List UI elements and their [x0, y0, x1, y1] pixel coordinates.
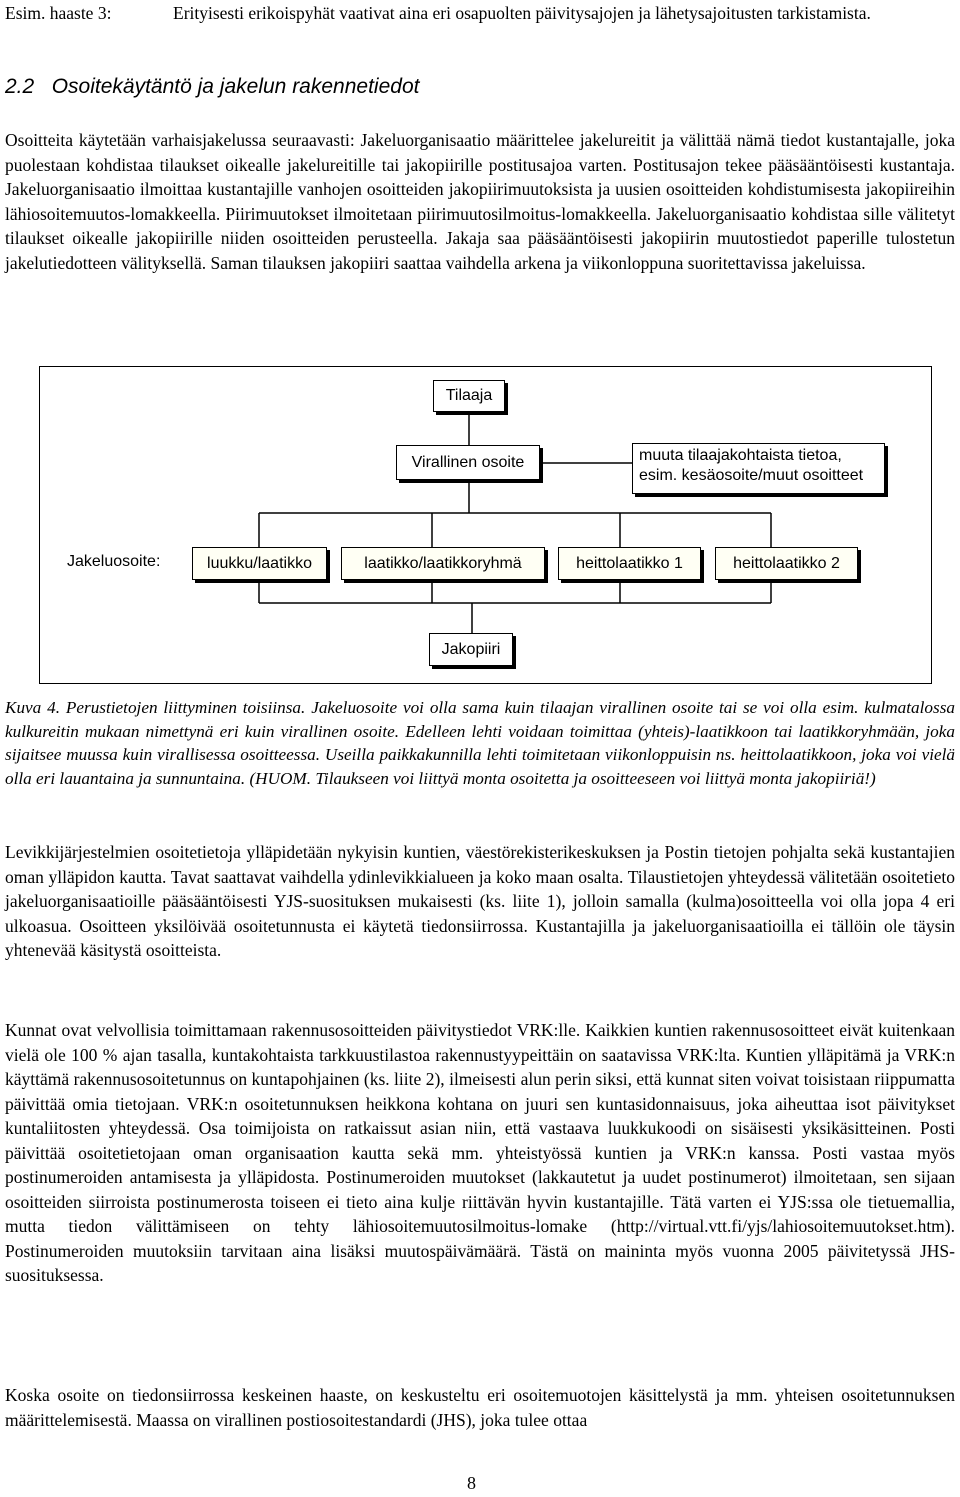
page-number: 8: [467, 1473, 476, 1493]
box-laatikko-laatikkoryhma: laatikko/laatikkoryhmä: [341, 547, 545, 580]
address-structure-diagram: [39, 366, 932, 684]
example-challenge-label: Esim. haaste 3:: [5, 3, 112, 23]
paragraph-address-maintenance: Levikkijärjestelmien osoitetietoja ylläpidetään nykyisin kuntien, väestörekisterikeskuksen ja Postin tietojen pohjalta sekä kustantajien oman ylläpidon kautta. Tavat saattavat vaihdella ydinlevikkialueen ja koko maan osalta. Tilaustietojen yhteydessä välitetään osoitetieto jakeluorganisaatioille pääsääntöisesti YJS-suosituksen mukaisesti (ks. liite 1), jolloin samalla (kulma)osoitteella voi olla jopa 4 eri ulkoasua. Osoitteen yksilöivää osoitetunnusta ei käytetä tiedonsiirrossa. Kustantajilla ja jakeluorganisaatioilla ei tällöin ole täysin yhtenevää käsitystä osoitteista.: [5, 842, 955, 960]
box-heittolaatikko-2: heittolaatikko 2: [715, 547, 858, 580]
section-title: Osoitekäytäntö ja jakelun rakennetiedot: [51, 75, 420, 98]
jakeluosoite-label: Jakeluosoite:: [67, 553, 161, 570]
box-luukku-laatikko: luukku/laatikko: [192, 547, 327, 580]
box-virallinen-osoite: Virallinen osoite: [396, 445, 540, 480]
box-muuta-tilaajakohtaista-tietoa: muuta tilaajakohtaista tietoa, esim. kesäosoite/muut osoitteet: [632, 443, 885, 494]
box-heittolaatikko-1: heittolaatikko 1: [558, 547, 701, 580]
section-heading: [5, 73, 419, 101]
section-number: 2.2: [5, 75, 35, 98]
paragraph-address-standard: Koska osoite on tiedonsiirrossa keskeinen haaste, on keskusteltu eri osoitemuotojen käsittelystä ja mm. yhteisen osoitetunnuksen määrittelemisestä. Maassa on virallinen postiosoitestandardi (JHS), joka tulee ottaa: [5, 1385, 955, 1430]
box-jakopiiri: Jakopiiri: [429, 633, 513, 666]
figure-caption: Kuva 4. Perustietojen liittyminen toisiinsa. Jakeluosoite voi olla sama kuin tilaajan virallinen osoite tai se voi olla esim. kulmatalossa kulkureitin mukaan nimettynä eri kuin virallinen osoite. Edelleen lehti voidaan toimittaa (yhteis)-laatikkoon tai laatikkoryhmään, joka sijaitsee muussa kuin virallisessa osoitteessa. Useilla paikkakunnilla lehti toimitetaan viikonloppuisin ns. heittolaatikkoon, joka voi vielä olla eri lauantaina ja sunnuntaina. (HUOM. Tilaukseen voi liittyä monta osoitetta ja osoitteeseen voi liittyä monta jakopiiriä!): [5, 698, 955, 788]
example-challenge-text: Erityisesti erikoispyhät vaativat aina eri osapuolten päivitysajojen ja lähetysajoitusten tarkistamista.: [173, 3, 871, 23]
paragraph-address-practice: Osoitteita käytetään varhaisjakelussa seuraavasti: Jakeluorganisaatio määrittelee jakelureitit ja välittää nämä tiedot kustantajalle, joka puolestaan kohdistaa tilaukset oikealle jakelureitille tai jakopiirille postitusajoa varten. Postitusajon tekee pääsääntöisesti kustantaja. Jakeluorganisaatio ilmoittaa kustantajille vanhojen osoitteiden jakopiirimuutoksista ja uusien osoitteiden kohdistumisesta jakopiireihin lähiosoitemuutos-lomakkeella. Piirimuutokset ilmoitetaan piirimuutosilmoitus-lomakkeella. Jakeluorganisaatio kohdistaa sille välitetyt tilaukset oikealle jakopiirille niiden osoitteiden perusteella. Jakaja saa pääsääntöisesti jakopiirin muutostiedot paperille tulostetun jakelutiedotteen välityksellä. Saman tilauksen jakopiiri saattaa vaihdella arkena ja viikonloppuna suoritettavissa jakeluissa.: [5, 130, 955, 273]
box-tilaaja: Tilaaja: [433, 380, 505, 412]
paragraph-building-addresses: Kunnat ovat velvollisia toimittamaan rakennusosoitteiden päivitystiedot VRK:lle. Kaikkien kuntien rakennusosoitteet eivät kuitenkaan vielä ole 100 % ajan tasalla, kuntakohtaista tarkkuustilastoa rakennustyypeittäin on saatavissa VRK:lta. Kuntien ylläpitämä ja VRK:n käyttämä rakennusosoitetunnus on kuntapohjainen (ks. liite 2), ilmeisesti alun perin siksi, että kunnat siten voivat toisistaan riippumatta päivittää omia tietojaan. VRK:n osoitetunnuksen heikkona kohtana on juuri sen kuntasidonnaisuus, joka aiheuttaa isot päivitykset kuntaliitosten yhteydessä. Osa toimijoista on ratkaissut asian niin, että vastaava luukkukoodi on sisäisesti yksikäsitteinen. Posti päivittää osoitetietojaan oman organisaation kautta sekä mm. yhteistyössä kuntien ja VRK:n kanssa. Posti vastaa myös postinumeroiden antamisesta ja ylläpidosta. Postinumeroiden muutokset (lakkautetut ja uudet postinumerot) ilmoitetaan, sen sijaan osoitteiden siirroista postinumerosta toiseen ei tieto aina kulje riittävän hyvin kustantajille. Tätä varten ei YJS:ssa ole tietuemallia, mutta tiedon välittämiseen on tehty lähiosoitemuutosilmoitus-lomake (http://virtual.vtt.fi/yjs/lahiosoitemuutokset.htm). Postinumeroiden muutoksiin tarvitaan aina lisäksi muutospäivämäärä. Tästä on maininta myös vuonna 2005 päivitetyssä JHS-suosituksessa.: [5, 1020, 955, 1285]
